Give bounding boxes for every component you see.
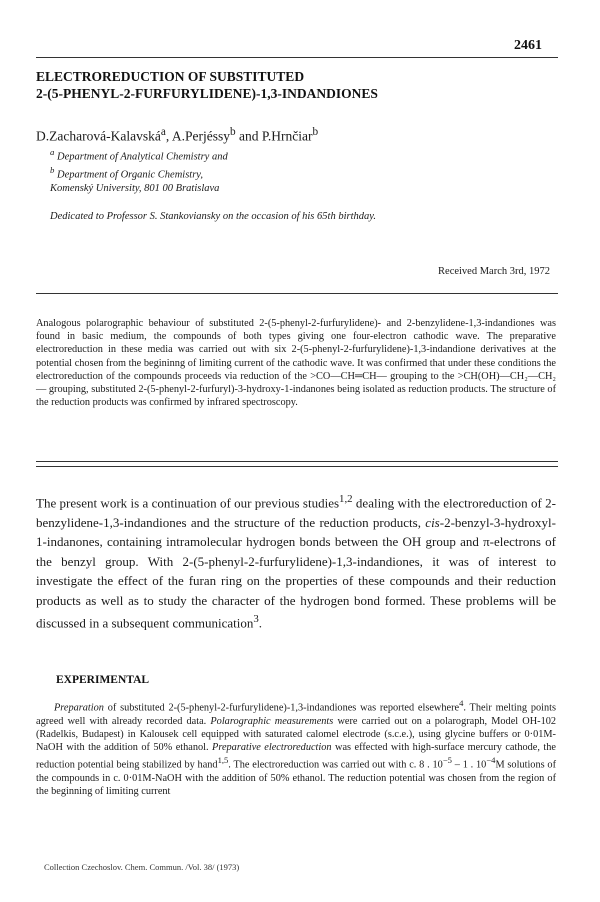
author-3: P.Hrnčiar <box>261 128 313 144</box>
italic-term: cis <box>425 514 440 530</box>
intro-text: dealing with the electroreduction of 2-benzylidene-1,3-indandiones and the structure of the reduction products, <box>36 495 557 530</box>
intro-text: The present work is a continuation of our previous studies <box>36 495 340 511</box>
experimental-text: . The electroreduction was carried out with c. 8 . 10 <box>228 759 443 771</box>
author-1: D.Zacharová-Kalavská <box>36 128 161 144</box>
intro-text: . <box>258 615 263 631</box>
experimental-text: M solutions of the compounds in c. 0·01M-NaOH with the addition of 50% ethanol. The reduction potential was chosen from the region of the beginning of limiting current <box>36 759 556 798</box>
affil-mark-a: a <box>50 147 55 157</box>
author-2: A.Perjéssy <box>171 128 230 144</box>
run-in-heading: Polarographic measurements <box>210 715 334 727</box>
affiliation-a-text: Department of Analytical Chemistry and <box>54 151 228 163</box>
affiliation-b <box>50 164 550 182</box>
experimental-text: – 1 . 10 <box>451 759 487 771</box>
author-separator: and <box>235 128 262 144</box>
author-3-affil-mark: b <box>312 126 319 138</box>
introduction <box>36 490 556 633</box>
experimental-text: was effected with high-surface mercury cathode, the reduction potential being stabilized by hand <box>36 742 556 771</box>
section-heading-experimental: EXPERIMENTAL <box>56 674 150 686</box>
run-in-heading: Preparative electroreduction <box>212 742 332 754</box>
citation: 4 <box>459 698 464 708</box>
citation: 1,5 <box>217 755 229 766</box>
experimental-text: were carried out on a polarograph, Model OH-102 (Radelkis, Budapest) in Kalousek cell equipped with saturated calomel electrode (s.c.e.), using glycine buffers or 0·01M-NaOH with the addition of 50% ethanol. <box>36 715 557 754</box>
affiliations <box>50 146 550 196</box>
abstract-bottom-rule <box>36 461 558 462</box>
intro-text: -2-benzyl-3-hydroxyl-1-indanones, containing intramolecular hydrogen bonds between the OH group and π-electrons of the benzyl group. With 2-(5-phenyl-2-furfurylidene)-1,3-indandiones, it was of interest to investigate the effect of the furan ring on the properties of these compounds and their reduction products as well as to study the character of the hydrogen bond formed. These problems will be discussed in a subsequent communication <box>36 514 556 631</box>
author-2-affil-mark: b <box>229 126 236 138</box>
author-list <box>36 124 556 145</box>
dedication: Dedicated to Professor S. Stankoviansky on the occasion of his 65th birthday. <box>50 211 376 222</box>
title-line-2: 2-(5-PHENYL-2-FURFURYLIDENE)-1,3-INDANDIONES <box>36 86 378 101</box>
run-in-heading: Preparation <box>54 702 104 714</box>
exponent: −5 <box>442 755 452 766</box>
header-rule <box>36 57 558 58</box>
author-1-affil-mark: a <box>160 126 166 138</box>
abstract-top-rule <box>36 293 558 294</box>
intro-paragraph <box>36 490 556 633</box>
citation: 3 <box>253 613 259 626</box>
experimental-text: of substituted 2-(5-phenyl-2-furfurylidene)-1,3-indandiones was reported elsewhere <box>103 702 460 714</box>
author-separator: , <box>165 128 172 144</box>
experimental-text: . Their melting points agreed well with already recorded data. <box>36 702 557 727</box>
chemical-group: >CH(OH)—CH₂—CH₂— <box>36 370 556 396</box>
abstract-bottom-rule-2 <box>36 466 558 467</box>
abstract-text: Analogous polarographic behaviour of substituted 2-(5-phenyl-2-furfurylidene)- and 2-benzylidene-1,3-indandiones was found in basic medium, the compounds of both types giving one four-electron cathodic wave. The preparative electroreduction in these media was carried out with six 2-(5-phenyl-2-furfurylidene)-1,3-indandione derivatives at the potential chosen from the begininng of limiting current of the cathodic wave. It was confirmed that under these conditions the electroreduction of the compounds proceeds via reduction of the <box>36 318 556 382</box>
citation: 1,2 <box>339 493 353 505</box>
chemical-group: >CO—CH═CH— <box>310 370 387 382</box>
abstract <box>36 317 556 409</box>
affiliation-b-text: Department of Organic Chemistry, <box>54 169 204 181</box>
experimental-section <box>36 697 556 798</box>
exponent: −4 <box>486 755 496 766</box>
journal-footer: Collection Czechoslov. Chem. Commun. /Vol. 38/ (1973) <box>44 862 240 872</box>
abstract-text: grouping to the <box>386 370 458 382</box>
title-line-1: ELECTROREDUCTION OF SUBSTITUTED <box>36 69 305 84</box>
abstract-paragraph <box>36 317 556 409</box>
affil-mark-b: b <box>50 165 55 175</box>
page-number: 2461 <box>514 38 542 53</box>
affiliation-university: Komenský University, 801 00 Bratislava <box>50 183 220 194</box>
article-title <box>36 68 556 102</box>
affiliation-a <box>50 146 550 164</box>
received-date: Received March 3rd, 1972 <box>438 266 550 277</box>
experimental-paragraph <box>36 697 556 798</box>
abstract-text: grouping, substituted 2-(5-phenyl-2-furfuryl)-3-hydroxy-1-indanones being isolated as reduction products. The structure of the reduction products was confirmed by infrared spectroscopy. <box>36 384 556 409</box>
